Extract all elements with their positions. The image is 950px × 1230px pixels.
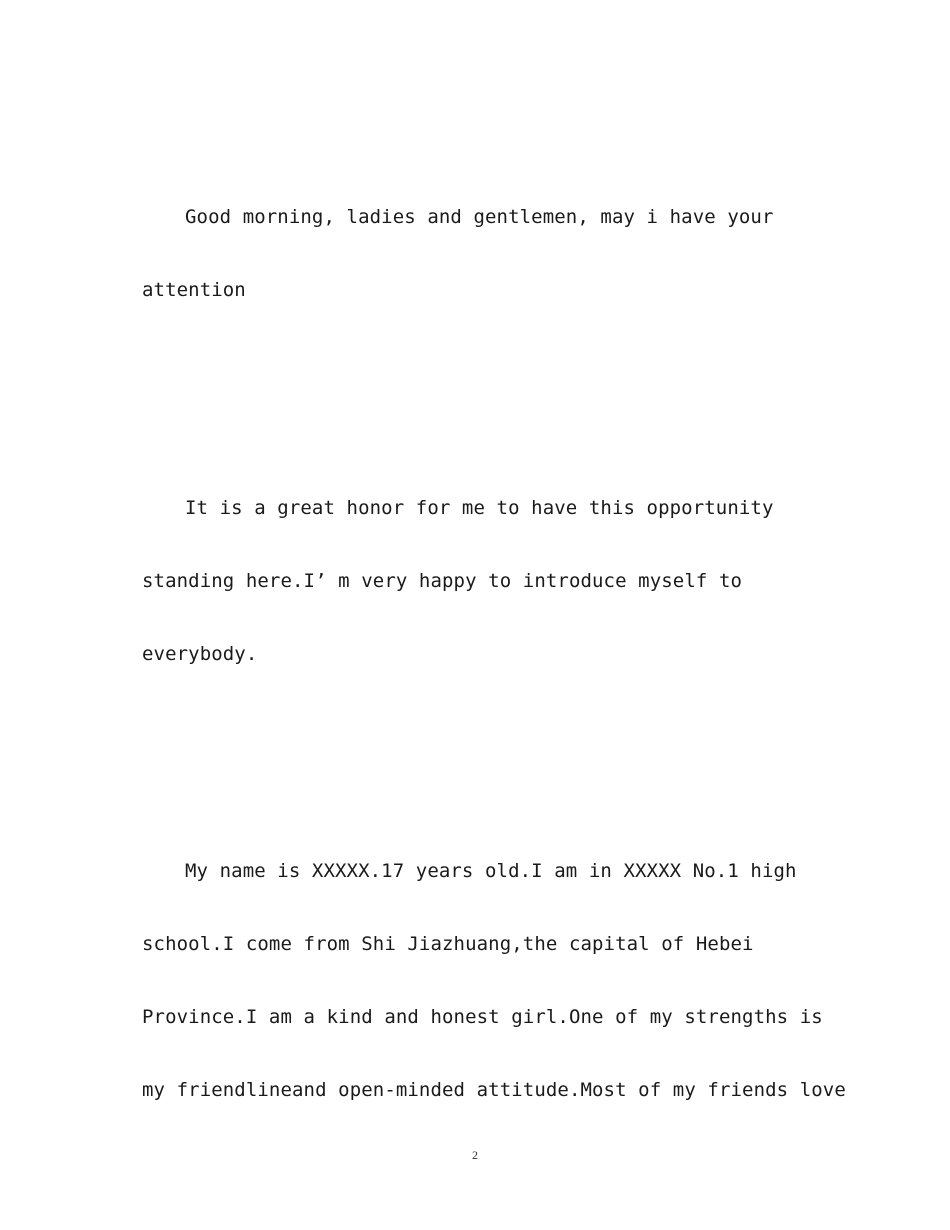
paragraph-line: attention	[142, 279, 246, 301]
paragraph-line: school.I come from Shi Jiazhuang,the capital of Hebei	[142, 933, 754, 955]
paragraph-line: my friendlineand open-minded attitude.Most of my friends love	[142, 1079, 846, 1101]
page-number: 2	[472, 1148, 478, 1162]
paragraph-line: everybody.	[142, 643, 258, 665]
paragraph-line: Province.I am a kind and honest girl.One of my strengths is	[142, 1006, 823, 1028]
paragraph-line: Good morning, ladies and gentlemen, may i have your	[185, 206, 774, 228]
paragraph-line: My name is XXXXX.17 years old.I am in XXXXX No.1 high	[185, 860, 797, 882]
paragraph-line: standing here.I’ m very happy to introduce myself to	[142, 570, 743, 592]
paragraph-line: It is a great honor for me to have this opportunity	[185, 497, 774, 519]
